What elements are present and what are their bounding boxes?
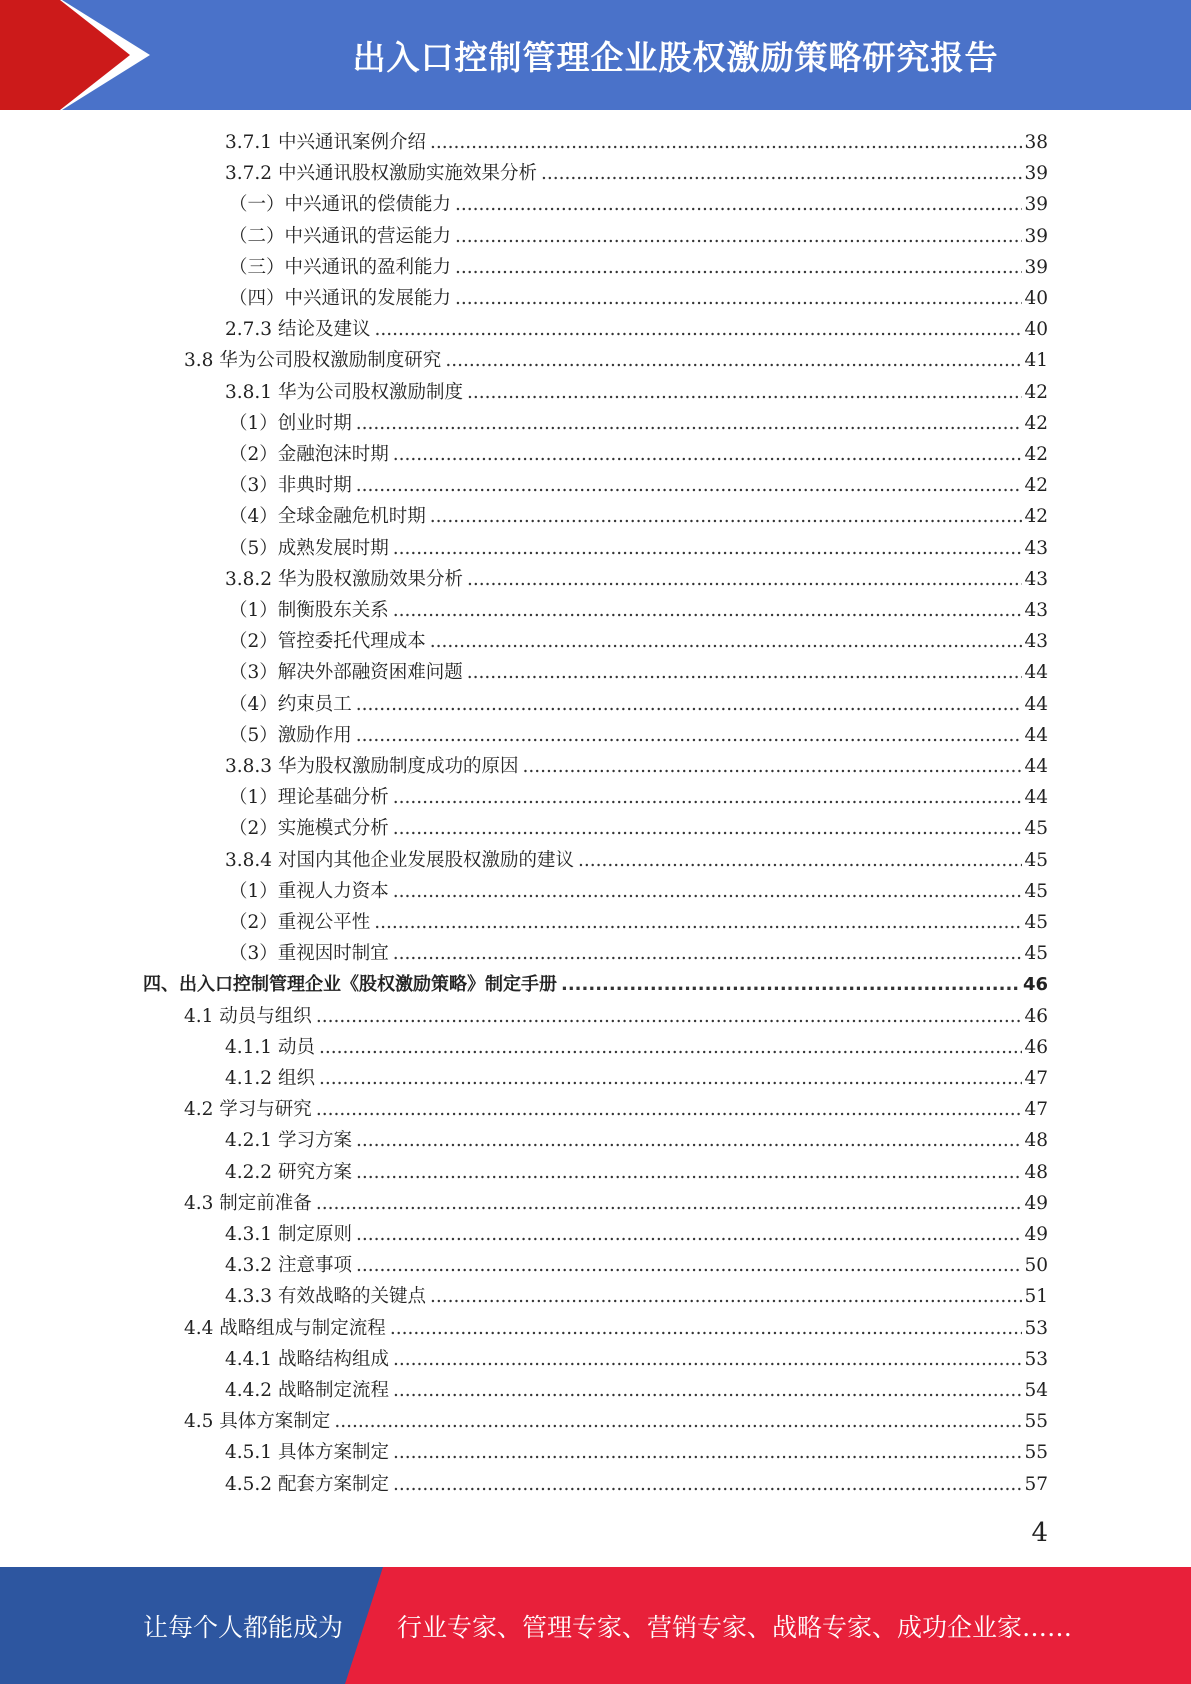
toc-dot-leader bbox=[393, 813, 1023, 844]
toc-entry[interactable] bbox=[229, 470, 1048, 501]
toc-dot-leader bbox=[334, 1406, 1022, 1437]
toc-entry-page: 44 bbox=[1024, 724, 1048, 746]
toc-entry-label: （5）激励作用 bbox=[229, 724, 352, 746]
toc-entry-page: 39 bbox=[1024, 163, 1048, 185]
header-arrow-decoration bbox=[0, 0, 170, 110]
toc-entry[interactable] bbox=[229, 439, 1048, 470]
toc-entry[interactable] bbox=[229, 252, 1048, 283]
toc-entry[interactable] bbox=[225, 1344, 1048, 1375]
toc-entry-page: 42 bbox=[1024, 412, 1048, 434]
toc-entry-label: 4.5 具体方案制定 bbox=[184, 1411, 331, 1433]
toc-entry-label: 3.8.4 对国内其他企业发展股权激励的建议 bbox=[225, 849, 574, 871]
toc-dot-leader bbox=[356, 689, 1023, 720]
toc-dot-leader bbox=[561, 969, 1021, 1000]
toc-dot-leader bbox=[393, 595, 1023, 626]
toc-entry[interactable] bbox=[225, 158, 1048, 189]
toc-dot-leader bbox=[316, 1094, 1023, 1125]
toc-entry[interactable] bbox=[225, 1375, 1048, 1406]
toc-entry-page: 39 bbox=[1024, 194, 1048, 216]
toc-entry-page: 44 bbox=[1024, 756, 1048, 777]
toc-entry-label: 2.7.3 结论及建议 bbox=[225, 319, 371, 341]
toc-entry-page: 42 bbox=[1024, 444, 1048, 465]
toc-dot-leader bbox=[390, 1313, 1023, 1344]
toc-entry-page: 49 bbox=[1024, 1192, 1048, 1214]
toc-dot-leader bbox=[430, 1281, 1022, 1312]
toc-entry-label: （1）理论基础分析 bbox=[229, 787, 389, 809]
toc-entry-label: （3）解决外部融资困难问题 bbox=[229, 662, 463, 684]
toc-entry-label: 4.4.2 战略制定流程 bbox=[225, 1380, 389, 1401]
page-footer bbox=[0, 1567, 1191, 1684]
toc-entry[interactable] bbox=[225, 1157, 1048, 1188]
toc-entry-page: 53 bbox=[1024, 1348, 1048, 1370]
toc-entry-page: 47 bbox=[1024, 1068, 1048, 1089]
toc-entry-page: 49 bbox=[1024, 1224, 1048, 1245]
toc-entry-label: （1）制衡股东关系 bbox=[229, 600, 389, 621]
toc-entry-label: （一）中兴通讯的偿债能力 bbox=[229, 194, 452, 216]
toc-dot-leader bbox=[319, 1032, 1023, 1063]
toc-entry-page: 42 bbox=[1024, 381, 1048, 403]
toc-entry-page: 43 bbox=[1024, 568, 1048, 590]
toc-entry-page: 45 bbox=[1024, 943, 1048, 965]
toc-entry-page: 38 bbox=[1024, 132, 1048, 153]
toc-entry-label: （2）金融泡沫时期 bbox=[229, 444, 389, 465]
toc-entry[interactable] bbox=[143, 969, 1048, 1000]
toc-entry[interactable] bbox=[184, 1313, 1048, 1344]
toc-entry-page: 43 bbox=[1024, 600, 1048, 621]
toc-entry-label: 3.8.1 华为公司股权激励制度 bbox=[225, 381, 463, 403]
toc-entry[interactable] bbox=[229, 408, 1048, 439]
toc-dot-leader bbox=[356, 470, 1023, 501]
toc-entry-label: 4.1.2 组织 bbox=[225, 1068, 315, 1089]
toc-dot-leader bbox=[467, 377, 1022, 408]
toc-entry-page: 47 bbox=[1024, 1099, 1048, 1121]
toc-dot-leader bbox=[356, 1219, 1023, 1250]
toc-entry-page: 39 bbox=[1024, 256, 1048, 278]
toc-entry-page: 40 bbox=[1024, 319, 1048, 341]
toc-entry-label: （3）重视因时制宜 bbox=[229, 943, 389, 965]
toc-dot-leader bbox=[455, 189, 1022, 220]
toc-entry-label: 3.7.2 中兴通讯股权激励实施效果分析 bbox=[225, 163, 537, 185]
toc-entry-label: 4.3.3 有效战略的关键点 bbox=[225, 1286, 426, 1308]
toc-dot-leader bbox=[393, 782, 1023, 813]
toc-dot-leader bbox=[356, 1125, 1023, 1156]
toc-dot-leader bbox=[467, 564, 1022, 595]
toc-entry[interactable] bbox=[225, 1219, 1048, 1250]
toc-entry-page: 50 bbox=[1024, 1255, 1048, 1277]
toc-entry-label: 4.2 学习与研究 bbox=[184, 1099, 312, 1121]
toc-entry[interactable] bbox=[184, 1188, 1048, 1219]
toc-dot-leader bbox=[393, 533, 1023, 564]
toc-entry-page: 46 bbox=[1024, 1036, 1048, 1058]
toc-dot-leader bbox=[430, 501, 1023, 532]
toc-entry-label: （4）全球金融危机时期 bbox=[229, 506, 426, 528]
toc-entry-label: 3.8.3 华为股权激励制度成功的原因 bbox=[225, 756, 519, 777]
toc-dot-leader bbox=[430, 626, 1023, 657]
toc-entry[interactable] bbox=[229, 689, 1048, 720]
page-number: 4 bbox=[1031, 1518, 1048, 1548]
toc-dot-leader bbox=[467, 657, 1023, 688]
toc-entry-label: 4.3.2 注意事项 bbox=[225, 1255, 352, 1277]
toc-entry-label: 4.1.1 动员 bbox=[225, 1036, 315, 1058]
toc-entry-page: 45 bbox=[1024, 849, 1048, 871]
toc-entry[interactable] bbox=[229, 283, 1048, 314]
toc-entry[interactable] bbox=[225, 127, 1048, 158]
footer-slogan: 让每个人都能成为 bbox=[143, 1612, 344, 1642]
toc-entry-page: 43 bbox=[1024, 631, 1048, 653]
toc-dot-leader bbox=[374, 314, 1022, 345]
toc-dot-leader bbox=[393, 938, 1023, 969]
toc-entry-label: 四、出入口控制管理企业《股权激励策略》制定手册 bbox=[143, 974, 557, 996]
toc-dot-leader bbox=[356, 720, 1023, 751]
toc-entry-page: 45 bbox=[1024, 818, 1048, 840]
toc-entry[interactable] bbox=[225, 314, 1048, 345]
toc-entry-page: 40 bbox=[1024, 288, 1048, 309]
toc-entry[interactable] bbox=[229, 221, 1048, 252]
toc-entry-page: 46 bbox=[1022, 974, 1048, 996]
toc-entry[interactable] bbox=[229, 782, 1048, 813]
toc-dot-leader bbox=[541, 158, 1022, 189]
toc-entry-page: 48 bbox=[1024, 1161, 1048, 1183]
toc-dot-leader bbox=[316, 1001, 1023, 1032]
footer-roles: 行业专家、管理专家、营销专家、战略专家、成功企业家…… bbox=[397, 1612, 1073, 1642]
toc-entry-label: （3）非典时期 bbox=[229, 475, 352, 497]
toc-entry-page: 42 bbox=[1024, 506, 1048, 528]
toc-entry-label: 3.8.2 华为股权激励效果分析 bbox=[225, 568, 463, 590]
toc-entry[interactable] bbox=[225, 1032, 1048, 1063]
toc-dot-leader bbox=[356, 1157, 1023, 1188]
toc-entry-page: 44 bbox=[1024, 662, 1048, 684]
toc-entry-label: 4.5.2 配套方案制定 bbox=[225, 1473, 389, 1495]
toc-entry-label: （2）重视公平性 bbox=[229, 912, 371, 933]
toc-dot-leader bbox=[393, 439, 1023, 470]
toc-entry-label: 4.3.1 制定原则 bbox=[225, 1224, 352, 1245]
toc-entry-label: 4.3 制定前准备 bbox=[184, 1192, 312, 1214]
toc-entry-label: 3.7.1 中兴通讯案例介绍 bbox=[225, 132, 426, 153]
toc-entry[interactable] bbox=[184, 345, 1048, 376]
page-header bbox=[0, 0, 1191, 110]
toc-entry-label: 4.2.2 研究方案 bbox=[225, 1161, 352, 1183]
toc-entry[interactable] bbox=[229, 595, 1048, 626]
toc-entry[interactable] bbox=[225, 1281, 1048, 1312]
toc-entry-page: 45 bbox=[1024, 880, 1048, 902]
toc-entry-label: 4.2.1 学习方案 bbox=[225, 1130, 352, 1152]
toc-entry-label: 4.4 战略组成与制定流程 bbox=[184, 1317, 386, 1339]
toc-entry-page: 48 bbox=[1024, 1130, 1048, 1152]
toc-entry-label: （1）重视人力资本 bbox=[229, 880, 389, 902]
toc-entry-page: 44 bbox=[1024, 693, 1048, 715]
toc-entry-label: （2）管控委托代理成本 bbox=[229, 631, 426, 653]
toc-entry-page: 43 bbox=[1024, 537, 1048, 559]
toc-entry-label: （2）实施模式分析 bbox=[229, 818, 389, 840]
toc-entry[interactable] bbox=[225, 1437, 1048, 1468]
toc-dot-leader bbox=[374, 907, 1022, 938]
toc-entry-label: （四）中兴通讯的发展能力 bbox=[229, 288, 452, 309]
toc-dot-leader bbox=[356, 408, 1023, 439]
toc-dot-leader bbox=[316, 1188, 1023, 1219]
toc-entry[interactable] bbox=[229, 876, 1048, 907]
toc-entry[interactable] bbox=[184, 1406, 1048, 1437]
toc-entry[interactable] bbox=[229, 813, 1048, 844]
toc-entry-label: 4.5.1 具体方案制定 bbox=[225, 1442, 389, 1464]
toc-dot-leader bbox=[445, 345, 1022, 376]
toc-entry-label: 3.8 华为公司股权激励制度研究 bbox=[184, 350, 442, 372]
toc-entry[interactable] bbox=[229, 189, 1048, 220]
toc-entry[interactable] bbox=[229, 657, 1048, 688]
toc-entry[interactable] bbox=[229, 938, 1048, 969]
document-title: 出入口控制管理企业股权激励策略研究报告 bbox=[352, 37, 999, 77]
toc-entry-page: 46 bbox=[1024, 1005, 1048, 1027]
toc-dot-leader bbox=[393, 876, 1023, 907]
toc-entry-page: 51 bbox=[1024, 1286, 1048, 1308]
toc-entry-page: 45 bbox=[1024, 912, 1048, 933]
toc-entry[interactable] bbox=[229, 720, 1048, 751]
toc-dot-leader bbox=[393, 1469, 1022, 1500]
toc-dot-leader bbox=[455, 221, 1022, 252]
toc-dot-leader bbox=[319, 1063, 1023, 1094]
toc-entry-page: 53 bbox=[1024, 1317, 1048, 1339]
toc-entry[interactable] bbox=[229, 626, 1048, 657]
toc-entry-label: 4.1 动员与组织 bbox=[184, 1005, 312, 1027]
toc-entry[interactable] bbox=[225, 377, 1048, 408]
toc-entry[interactable] bbox=[184, 1094, 1048, 1125]
toc-dot-leader bbox=[455, 252, 1022, 283]
toc-entry[interactable] bbox=[229, 907, 1048, 938]
toc-entry-label: （二）中兴通讯的营运能力 bbox=[229, 225, 452, 247]
toc-entry-page: 41 bbox=[1024, 350, 1048, 372]
toc-dot-leader bbox=[393, 1344, 1022, 1375]
toc-entry-label: （5）成熟发展时期 bbox=[229, 537, 389, 559]
toc-entry[interactable] bbox=[225, 1469, 1048, 1500]
toc-entry-page: 55 bbox=[1024, 1442, 1048, 1464]
toc-entry[interactable] bbox=[184, 1001, 1048, 1032]
toc-entry[interactable] bbox=[229, 533, 1048, 564]
toc-dot-leader bbox=[393, 1375, 1022, 1406]
toc-entry-page: 55 bbox=[1024, 1411, 1048, 1433]
toc-entry-page: 57 bbox=[1024, 1473, 1048, 1495]
toc-dot-leader bbox=[522, 751, 1022, 782]
toc-entry-label: （三）中兴通讯的盈利能力 bbox=[229, 256, 452, 278]
toc-entry-page: 42 bbox=[1024, 475, 1048, 497]
toc-entry-page: 39 bbox=[1024, 225, 1048, 247]
toc-dot-leader bbox=[430, 127, 1022, 158]
toc-entry[interactable] bbox=[225, 1063, 1048, 1094]
toc-entry-page: 54 bbox=[1024, 1380, 1048, 1401]
toc-entry[interactable] bbox=[225, 564, 1048, 595]
toc-entry[interactable] bbox=[225, 845, 1048, 876]
toc-dot-leader bbox=[455, 283, 1022, 314]
toc-dot-leader bbox=[578, 845, 1022, 876]
toc-dot-leader bbox=[393, 1437, 1022, 1468]
toc-entry-label: （1）创业时期 bbox=[229, 412, 352, 434]
toc-entry[interactable] bbox=[225, 751, 1048, 782]
toc-entry[interactable] bbox=[225, 1250, 1048, 1281]
toc-entry[interactable] bbox=[225, 1125, 1048, 1156]
toc-entry-label: （4）约束员工 bbox=[229, 693, 352, 715]
toc-entry-label: 4.4.1 战略结构组成 bbox=[225, 1348, 389, 1370]
toc-entry-page: 44 bbox=[1024, 787, 1048, 809]
toc-entry[interactable] bbox=[229, 501, 1048, 532]
toc-dot-leader bbox=[356, 1250, 1023, 1281]
